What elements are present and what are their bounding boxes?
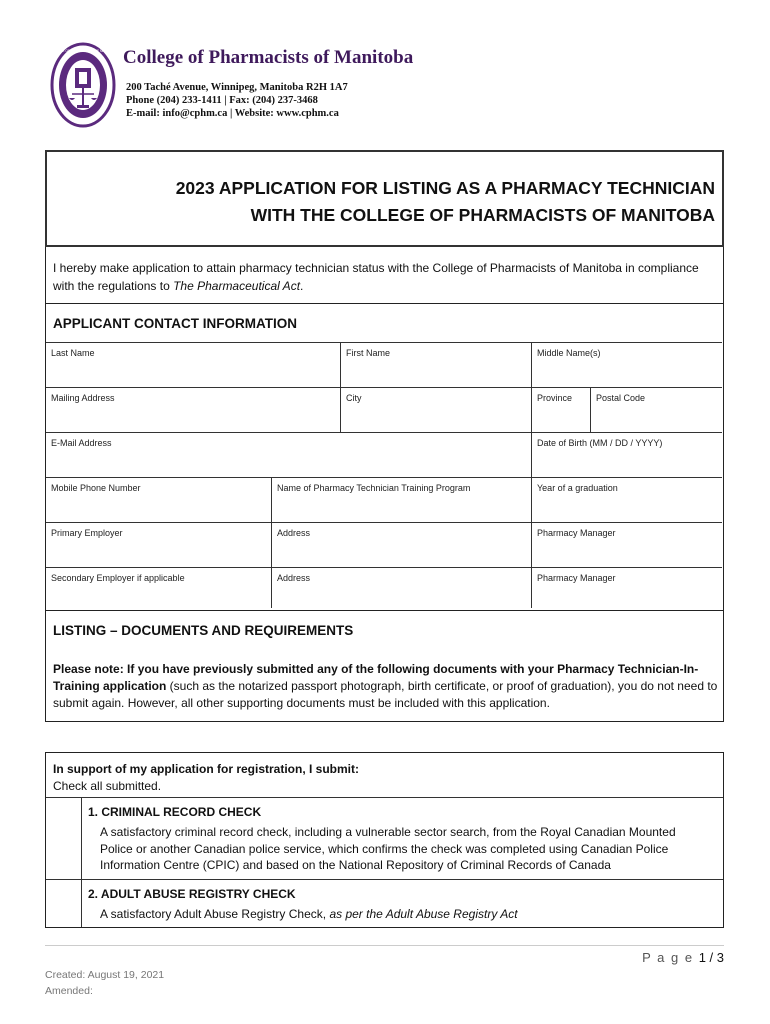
secondary-manager-field[interactable] (531, 567, 722, 608)
secondary-address-field[interactable] (271, 567, 531, 608)
training-program-field[interactable] (271, 477, 531, 522)
province-field[interactable] (531, 387, 590, 432)
created-date: Created: August 19, 2021 (45, 969, 165, 981)
city-field[interactable] (340, 387, 531, 432)
intro-text-end: . (300, 279, 304, 293)
support-heading: In support of my application for registration, I submit: (53, 762, 360, 776)
postal-code-field[interactable] (590, 387, 722, 432)
mobile-phone-field[interactable] (46, 477, 271, 522)
city-label: City (346, 393, 362, 403)
email-label: E-Mail Address (51, 438, 112, 448)
act-name: The Pharmaceutical Act (173, 279, 301, 293)
primary-employer-field[interactable] (46, 522, 271, 567)
first-name-field[interactable] (340, 342, 531, 387)
middle-names-label: Middle Name(s) (537, 348, 601, 358)
mailing-address-field[interactable] (46, 387, 340, 432)
secondary-address-label: Address (277, 573, 311, 583)
documents-section-title: LISTING – DOCUMENTS AND REQUIREMENTS (53, 623, 354, 638)
last-name-label: Last Name (51, 348, 95, 358)
secondary-employer-field[interactable] (46, 567, 271, 608)
documents-note-bold: Please note: If you have previously submitted any of the following documents with your Pharmacy Technician-In-Training application (53, 662, 699, 693)
intro-box (45, 247, 724, 304)
title-line-1: 2023 APPLICATION FOR LISTING AS A PHARMACY TECHNICIAN (175, 178, 715, 198)
last-name-field[interactable] (46, 342, 340, 387)
mobile-phone-label: Mobile Phone Number (51, 483, 141, 493)
training-program-label: Name of Pharmacy Technician Training Program (277, 483, 471, 493)
intro-text (53, 259, 713, 295)
footer-divider (45, 945, 724, 946)
documents-section (45, 611, 724, 722)
email-field[interactable] (46, 432, 531, 477)
logo-text-top: COLLEGE OF PHARMACISTS OF MANITOBA (50, 49, 116, 53)
support-subheading: Check all submitted. (53, 779, 162, 793)
secondary-employer-label: Secondary Employer if applicable (51, 573, 185, 583)
documents-note (53, 661, 718, 712)
page-count: 1 / 3 (698, 950, 724, 965)
item-description: A satisfactory criminal record check, including a vulnerable sector search, from the Royal Canadian Mounted Police or another Canadian police service, which confirms the check was completed using Canadian Police Information Centre (CPIC) and based on the National Repository of Criminal Records of Canada (100, 825, 676, 872)
item-desc-italic: as per the Adult Abuse Registry Act (329, 907, 518, 921)
org-email: E-mail: info@cphm.ca | Website: www.cphm.ca (126, 108, 339, 119)
primary-manager-label: Pharmacy Manager (537, 528, 616, 538)
date-of-birth-label: Date of Birth (MM / DD / YYYY) (537, 438, 663, 448)
item-title: 2. ADULT ABUSE REGISTRY CHECK (88, 887, 296, 901)
page-number (642, 950, 724, 965)
item-title: 1. CRIMINAL RECORD CHECK (88, 805, 262, 819)
documents-note-rest: (such as the notarized passport photograph, birth certificate, or proof of graduation), you do not need to submit again. However, all other supporting documents must be included with this application. (53, 679, 718, 710)
page-label: P a g e (642, 950, 694, 965)
title-line-2: WITH THE COLLEGE OF PHARMACISTS OF MANITOBA (250, 205, 715, 225)
mailing-address-label: Mailing Address (51, 393, 115, 403)
adult-abuse-checkbox[interactable] (46, 879, 81, 927)
middle-names-field[interactable] (531, 342, 722, 387)
support-heading-block (53, 761, 359, 795)
logo-text-bottom: Point of Service (71, 119, 95, 123)
item-desc-main: A satisfactory Adult Abuse Registry Check, (100, 907, 330, 921)
graduation-year-label: Year of a graduation (537, 483, 618, 493)
graduation-year-field[interactable] (531, 477, 722, 522)
support-section (45, 752, 724, 928)
org-name: College of Pharmacists of Manitoba (123, 47, 414, 68)
postal-code-label: Postal Code (596, 393, 646, 403)
primary-address-label: Address (277, 528, 311, 538)
list-item (81, 797, 723, 879)
document-dates (45, 967, 164, 999)
date-of-birth-field[interactable] (531, 432, 722, 477)
primary-address-field[interactable] (271, 522, 531, 567)
list-item (81, 879, 723, 927)
primary-employer-label: Primary Employer (51, 528, 123, 538)
contact-section-title: APPLICANT CONTACT INFORMATION (53, 316, 297, 331)
college-seal-logo (50, 42, 116, 128)
contact-section (45, 304, 724, 611)
amended-date: Amended: (45, 985, 93, 997)
org-phone: Phone (204) 233-1411 | Fax: (204) 237-3468 (126, 95, 318, 106)
province-label: Province (537, 393, 573, 403)
title-box (45, 150, 724, 247)
item-description (100, 906, 710, 923)
org-address: 200 Taché Avenue, Winnipeg, Manitoba R2H 1A7 (126, 82, 348, 93)
secondary-manager-label: Pharmacy Manager (537, 573, 616, 583)
criminal-record-checkbox[interactable] (46, 797, 81, 879)
intro-text-main: I hereby make application to attain pharmacy technician status with the College of Pharmacists of Manitoba in compliance with the regulations to (53, 261, 699, 293)
first-name-label: First Name (346, 348, 391, 358)
primary-manager-field[interactable] (531, 522, 722, 567)
